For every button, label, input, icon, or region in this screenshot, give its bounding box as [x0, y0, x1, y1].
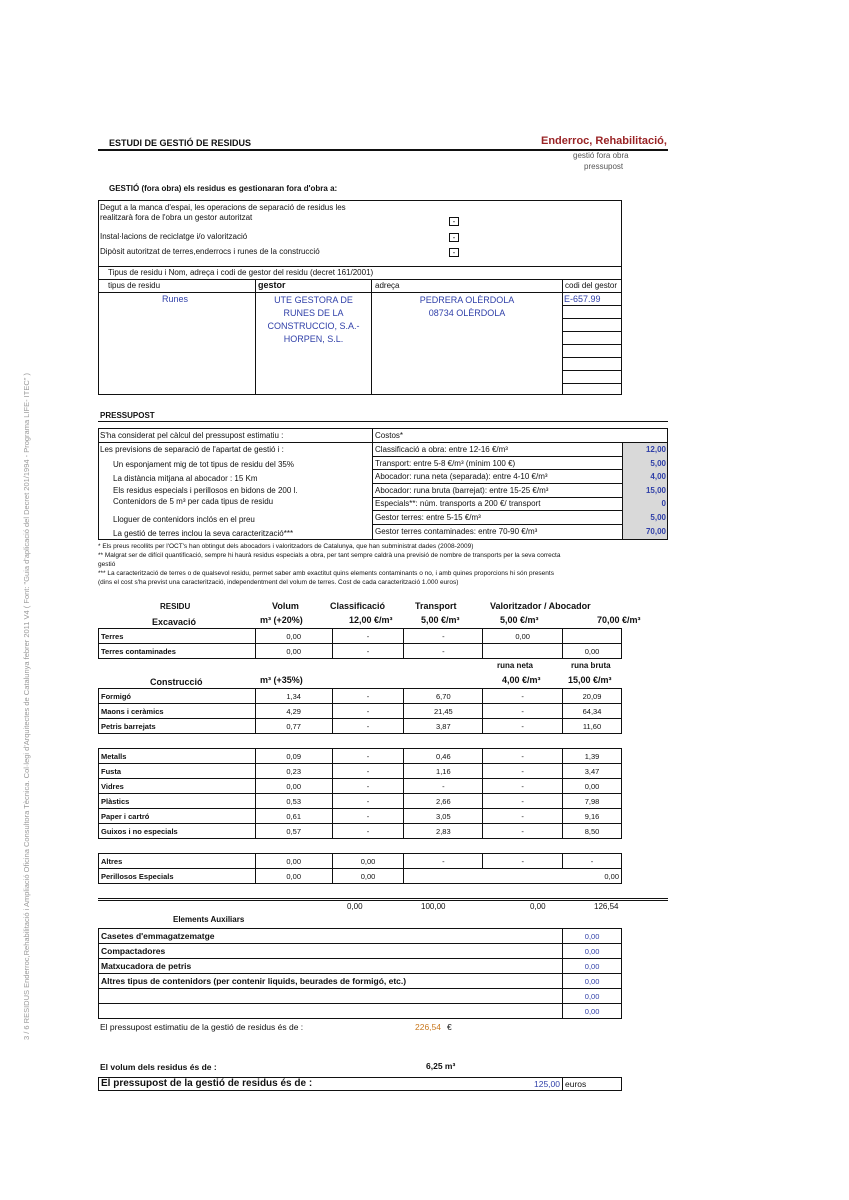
gestor-value: UTE GESTORA DE RUNES DE LA CONSTRUCCIO, S.A.- HORPEN, S.L.: [267, 295, 360, 344]
row-val1: 0,00: [483, 629, 563, 644]
table-row: [99, 629, 622, 644]
col-tipus: tipus de residu: [108, 281, 161, 290]
row-transport: 3,87: [404, 719, 483, 734]
total-class: 0,00: [347, 902, 363, 911]
aux-value[interactable]: 0,00: [563, 944, 622, 959]
cost-value-0[interactable]: 12,00: [645, 445, 666, 454]
row-val1: -: [483, 854, 563, 869]
pressupost-left-7: La gestió de terres inclou la seva caracterització***: [113, 529, 294, 538]
row-transport: 2,83: [404, 824, 483, 839]
row-val2: 3,47: [563, 764, 622, 779]
row-name: Altres: [99, 854, 256, 869]
pressupost-left-3: La distància mitjana al abocador : 15 Km: [113, 474, 258, 483]
table-row: [99, 1004, 622, 1019]
auxiliars-table: [98, 928, 622, 1019]
gestio-line-1b: realitzarà fora de l'obra un gestor autoritzat: [100, 213, 253, 222]
excavacio-transport-price: 5,00 €/m³: [421, 615, 460, 625]
row-transport: 6,70: [404, 689, 483, 704]
row-val2: 9,16: [563, 809, 622, 824]
aux-name: Casetes d'emmagatzematge: [99, 929, 563, 944]
row-class: -: [332, 749, 404, 764]
row-name: Plàstics: [99, 794, 256, 809]
row-class: -: [332, 779, 404, 794]
document-title: ESTUDI DE GESTIÓ DE RESIDUS: [109, 138, 252, 148]
row-class: -: [332, 809, 404, 824]
aux-value[interactable]: 0,00: [563, 989, 622, 1004]
row-val1: -: [483, 809, 563, 824]
runa-bruta-label: runa bruta: [571, 661, 611, 670]
col-codi: codi del gestor: [565, 281, 618, 290]
row-volum[interactable]: 0,77: [255, 719, 332, 734]
pressupost-left-4: Els residus especials i perillosos en bidons de 200 l.: [113, 486, 298, 495]
pressupost-heading: PRESSUPOST: [100, 411, 155, 420]
row-transport: -: [404, 779, 483, 794]
table-row: [99, 794, 622, 809]
euro-symbol: €: [447, 1022, 452, 1032]
adreca-value: PEDRERA OLÈRDOLA 08734 OLÈRDOLA: [419, 295, 515, 318]
table-row: [99, 959, 622, 974]
row-val1: -: [483, 704, 563, 719]
side-footer-text: 3 / 6 RESIDUS Enderroc,Rehabilitació i Ampliació Oficina Consultora Tècnica. Col·legi d'Arquitectes de Catalunya febrer 2011 V4 ( Font: "Guia d'aplicació del Decret 201/1994 - Programa LIFE- ITEC" ): [22, 373, 31, 1040]
cost-value-2[interactable]: 4,00: [650, 472, 666, 481]
row-name: Terres: [99, 629, 256, 644]
row-val2: 0,00: [563, 644, 622, 659]
row-val1: -: [483, 779, 563, 794]
row-class: 0,00: [332, 854, 404, 869]
table-row: [99, 764, 622, 779]
checkbox-diposit[interactable]: -: [449, 248, 459, 257]
right-subtitle-2: pressupost: [584, 162, 624, 171]
aux-value[interactable]: 0,00: [563, 929, 622, 944]
gestio-line-2: Instal·lacions de reciclatge i/o valorització: [100, 232, 248, 241]
excavacio-header: Excavació: [152, 617, 197, 627]
row-name: Guixos i no especials: [99, 824, 256, 839]
pressupost-left-2: Un esponjament mig de tot tipus de residu del 35%: [113, 460, 294, 469]
pressupost-left-0: S'ha considerat pel càlcul del pressupost estimatiu :: [100, 431, 284, 440]
row-transport: 2,66: [404, 794, 483, 809]
row-total: 0,00: [404, 869, 622, 884]
row-volum[interactable]: 0,00: [255, 644, 332, 659]
row-class: -: [332, 629, 404, 644]
excavacio-class-price: 12,00 €/m³: [349, 615, 393, 625]
row-name: Petris barrejats: [99, 719, 256, 734]
excavacio-unit: m³ (+20%): [260, 615, 303, 625]
table-row: [99, 809, 622, 824]
table-row: [99, 779, 622, 794]
checkbox-reciclatge[interactable]: -: [449, 233, 459, 242]
row-val2: -: [563, 854, 622, 869]
row-volum[interactable]: 0,23: [255, 764, 332, 779]
row-transport: 3,05: [404, 809, 483, 824]
row-transport: -: [404, 854, 483, 869]
row-name: Terres contaminades: [99, 644, 256, 659]
construccio-header: Construcció: [150, 677, 203, 687]
table-row: [99, 689, 622, 704]
construccio-val1-price: 4,00 €/m³: [502, 675, 541, 685]
table-row: [99, 974, 622, 989]
row-volum[interactable]: 0,61: [255, 809, 332, 824]
cost-label-1: Transport: entre 5-8 €/m³ (mínim 100 €): [375, 459, 516, 468]
final-label: El pressupost de la gestió de residus és de :: [101, 1078, 313, 1089]
table-row: [99, 824, 622, 839]
aux-name: [99, 1004, 563, 1019]
pressupost-left-1: Les previsions de separació de l'apartat de gestió i :: [100, 445, 284, 454]
volum-label: El volum dels residus és de :: [100, 1062, 217, 1072]
row-val2: 64,34: [563, 704, 622, 719]
excavacio-val-price: 5,00 €/m³: [500, 615, 539, 625]
row-name: Paper i cartró: [99, 809, 256, 824]
construccio-table-2: [98, 748, 622, 839]
costos-label: Costos*: [375, 431, 404, 440]
total-val2: 126,54: [594, 902, 619, 911]
aux-name: Matxucadora de petris: [99, 959, 563, 974]
total-transport: 100,00: [421, 902, 446, 911]
auxiliars-heading: Elements Auxiliars: [173, 915, 245, 924]
row-volum[interactable]: 0,57: [255, 824, 332, 839]
row-name: Maons i ceràmics: [99, 704, 256, 719]
document-right-title: Enderroc, Rehabilitació,: [541, 135, 667, 147]
right-subtitle-1: gestió fora obra: [573, 151, 629, 160]
cost-value-1[interactable]: 5,00: [650, 459, 666, 468]
row-volum[interactable]: 0,00: [255, 854, 332, 869]
row-volum[interactable]: 0,00: [255, 779, 332, 794]
row-val1: -: [483, 794, 563, 809]
row-class: -: [332, 644, 404, 659]
row-val2: [563, 629, 622, 644]
cost-label-2: Abocador: runa neta (separada): entre 4-10 €/m³: [375, 472, 548, 481]
row-val2: 11,60: [563, 719, 622, 734]
table-row: [99, 854, 622, 869]
row-class: -: [332, 764, 404, 779]
gestio-heading: GESTIÓ (fora obra) els residus es gestionaran fora d'obra a:: [109, 184, 338, 193]
row-name: Fusta: [99, 764, 256, 779]
volum-header: Volum: [272, 601, 299, 611]
pressupost-left-5: Contenidors de 5 m³ per cada tipus de residu: [113, 497, 274, 506]
row-volum[interactable]: 0,09: [255, 749, 332, 764]
gestor-table-title: Tipus de residu i Nom, adreça i codi de gestor del residu (decret 161/2001): [108, 268, 374, 277]
aux-value[interactable]: 0,00: [563, 1004, 622, 1019]
row-transport: -: [404, 644, 483, 659]
row-val1: -: [483, 719, 563, 734]
row-val1: -: [483, 689, 563, 704]
table-row: [99, 719, 622, 734]
aux-name: [99, 989, 563, 1004]
table-row: [99, 749, 622, 764]
row-volum[interactable]: 0,00: [255, 629, 332, 644]
row-val1: -: [483, 824, 563, 839]
row-val1: [483, 644, 563, 659]
aux-name: Altres tipus de contenidors (per contenir liquids, beurades de formigó, etc.): [99, 974, 563, 989]
row-name: Formigó: [99, 689, 256, 704]
col-adreca: adreça: [375, 281, 400, 290]
estimat-label: El pressupost estimatiu de la gestió de residus és de :: [100, 1022, 304, 1032]
row-transport: 21,45: [404, 704, 483, 719]
row-val2: 0,00: [563, 779, 622, 794]
total-val1: 0,00: [530, 902, 546, 911]
table-row: [99, 989, 622, 1004]
gestio-line-1a: Degut a la manca d'espai, les operacions de separació de residus les: [100, 203, 346, 212]
row-volum[interactable]: 0,53: [255, 794, 332, 809]
cost-value-6[interactable]: 70,00: [645, 527, 666, 536]
valoritzador-header: Valoritzador / Abocador: [490, 601, 591, 611]
row-volum[interactable]: 0,00: [255, 869, 332, 884]
row-val2: 8,50: [563, 824, 622, 839]
row-class: -: [332, 794, 404, 809]
excavacio-val2-price: 70,00 €/m³: [597, 615, 641, 625]
excavacio-table: [98, 628, 622, 659]
table-row: [99, 869, 622, 884]
aux-value[interactable]: 0,00: [563, 974, 622, 989]
cost-value-3[interactable]: 15,00: [645, 486, 666, 495]
aux-value[interactable]: 0,00: [563, 959, 622, 974]
row-class: 0,00: [332, 869, 404, 884]
table-row: [99, 944, 622, 959]
final-value: 125,00: [534, 1079, 560, 1089]
row-name: Metalls: [99, 749, 256, 764]
row-val2: 7,98: [563, 794, 622, 809]
transport-header: Transport: [415, 601, 457, 611]
runa-neta-label: runa neta: [497, 661, 534, 670]
codi-value: E-657.99: [564, 294, 601, 304]
residu-header: RESIDU: [160, 602, 191, 611]
row-transport: 0,46: [404, 749, 483, 764]
row-name: Perillosos Especials: [99, 869, 256, 884]
estimat-value: 226,54: [415, 1022, 441, 1032]
cost-value-5[interactable]: 5,00: [650, 513, 666, 522]
construccio-table-1: [98, 688, 622, 734]
row-val2: 20,09: [563, 689, 622, 704]
row-transport: 1,16: [404, 764, 483, 779]
cost-label-0: Classificació a obra: entre 12-16 €/m³: [375, 445, 508, 454]
cost-label-3: Abocador: runa bruta (barrejat): entre 15-25 €/m³: [375, 486, 549, 495]
table-row: [99, 929, 622, 944]
gestio-line-3: Dipòsit autoritzat de terres,enderrocs i runes de la construcció: [100, 247, 320, 256]
row-val1: -: [483, 764, 563, 779]
checkbox-gestor[interactable]: -: [449, 217, 459, 226]
row-volum[interactable]: 4,29: [255, 704, 332, 719]
footnotes: * Els preus recollits per l'OCT's han obtingut dels abocadors i valoritzadors de Catalunya, que han subministrat dades (2008-2009) ** Malgrat ser de difícil quantificació, sempre hi haurà residus especials a obra, per tant sempre caldrà una previsió de nombre de transports per la seva correcta gestió *** La caracterització de terres o de qualsevol residu, permet saber amb exactitut quins elements contaminants o no, i amb quines proporcions hi són presents (dins el cost s'ha previst una caracterització, independentment del volum de terres. Cost de cada caracterització 1.000 euros): [98, 543, 561, 586]
cost-label-5: Gestor terres: entre 5-15 €/m³: [375, 513, 481, 522]
col-gestor: gestor: [258, 280, 286, 290]
row-transport: -: [404, 629, 483, 644]
construccio-unit: m³ (+35%): [260, 675, 303, 685]
pressupost-left-6: Lloguer de contenidors inclós en el preu: [113, 515, 255, 524]
volum-value: 6,25 m³: [426, 1061, 456, 1071]
row-class: -: [332, 824, 404, 839]
cost-label-6: Gestor terres contaminades: entre 70-90 €/m³: [375, 527, 538, 536]
table-row: [99, 644, 622, 659]
aux-name: Compactadores: [99, 944, 563, 959]
row-class: -: [332, 704, 404, 719]
row-val2: 1,39: [563, 749, 622, 764]
cost-label-4: Especials**: núm. transports a 200 €/ transport: [375, 499, 541, 508]
tipus-value: Runes: [162, 294, 189, 304]
final-unit: euros: [565, 1079, 587, 1089]
altres-table: [98, 853, 622, 884]
table-row: [99, 704, 622, 719]
row-val1: -: [483, 749, 563, 764]
classificacio-header: Classificació: [330, 601, 386, 611]
construccio-val2-price: 15,00 €/m³: [568, 675, 612, 685]
cost-value-4[interactable]: 0: [661, 499, 666, 508]
row-name: Vidres: [99, 779, 256, 794]
row-class: -: [332, 719, 404, 734]
row-volum[interactable]: 1,34: [255, 689, 332, 704]
row-class: -: [332, 689, 404, 704]
